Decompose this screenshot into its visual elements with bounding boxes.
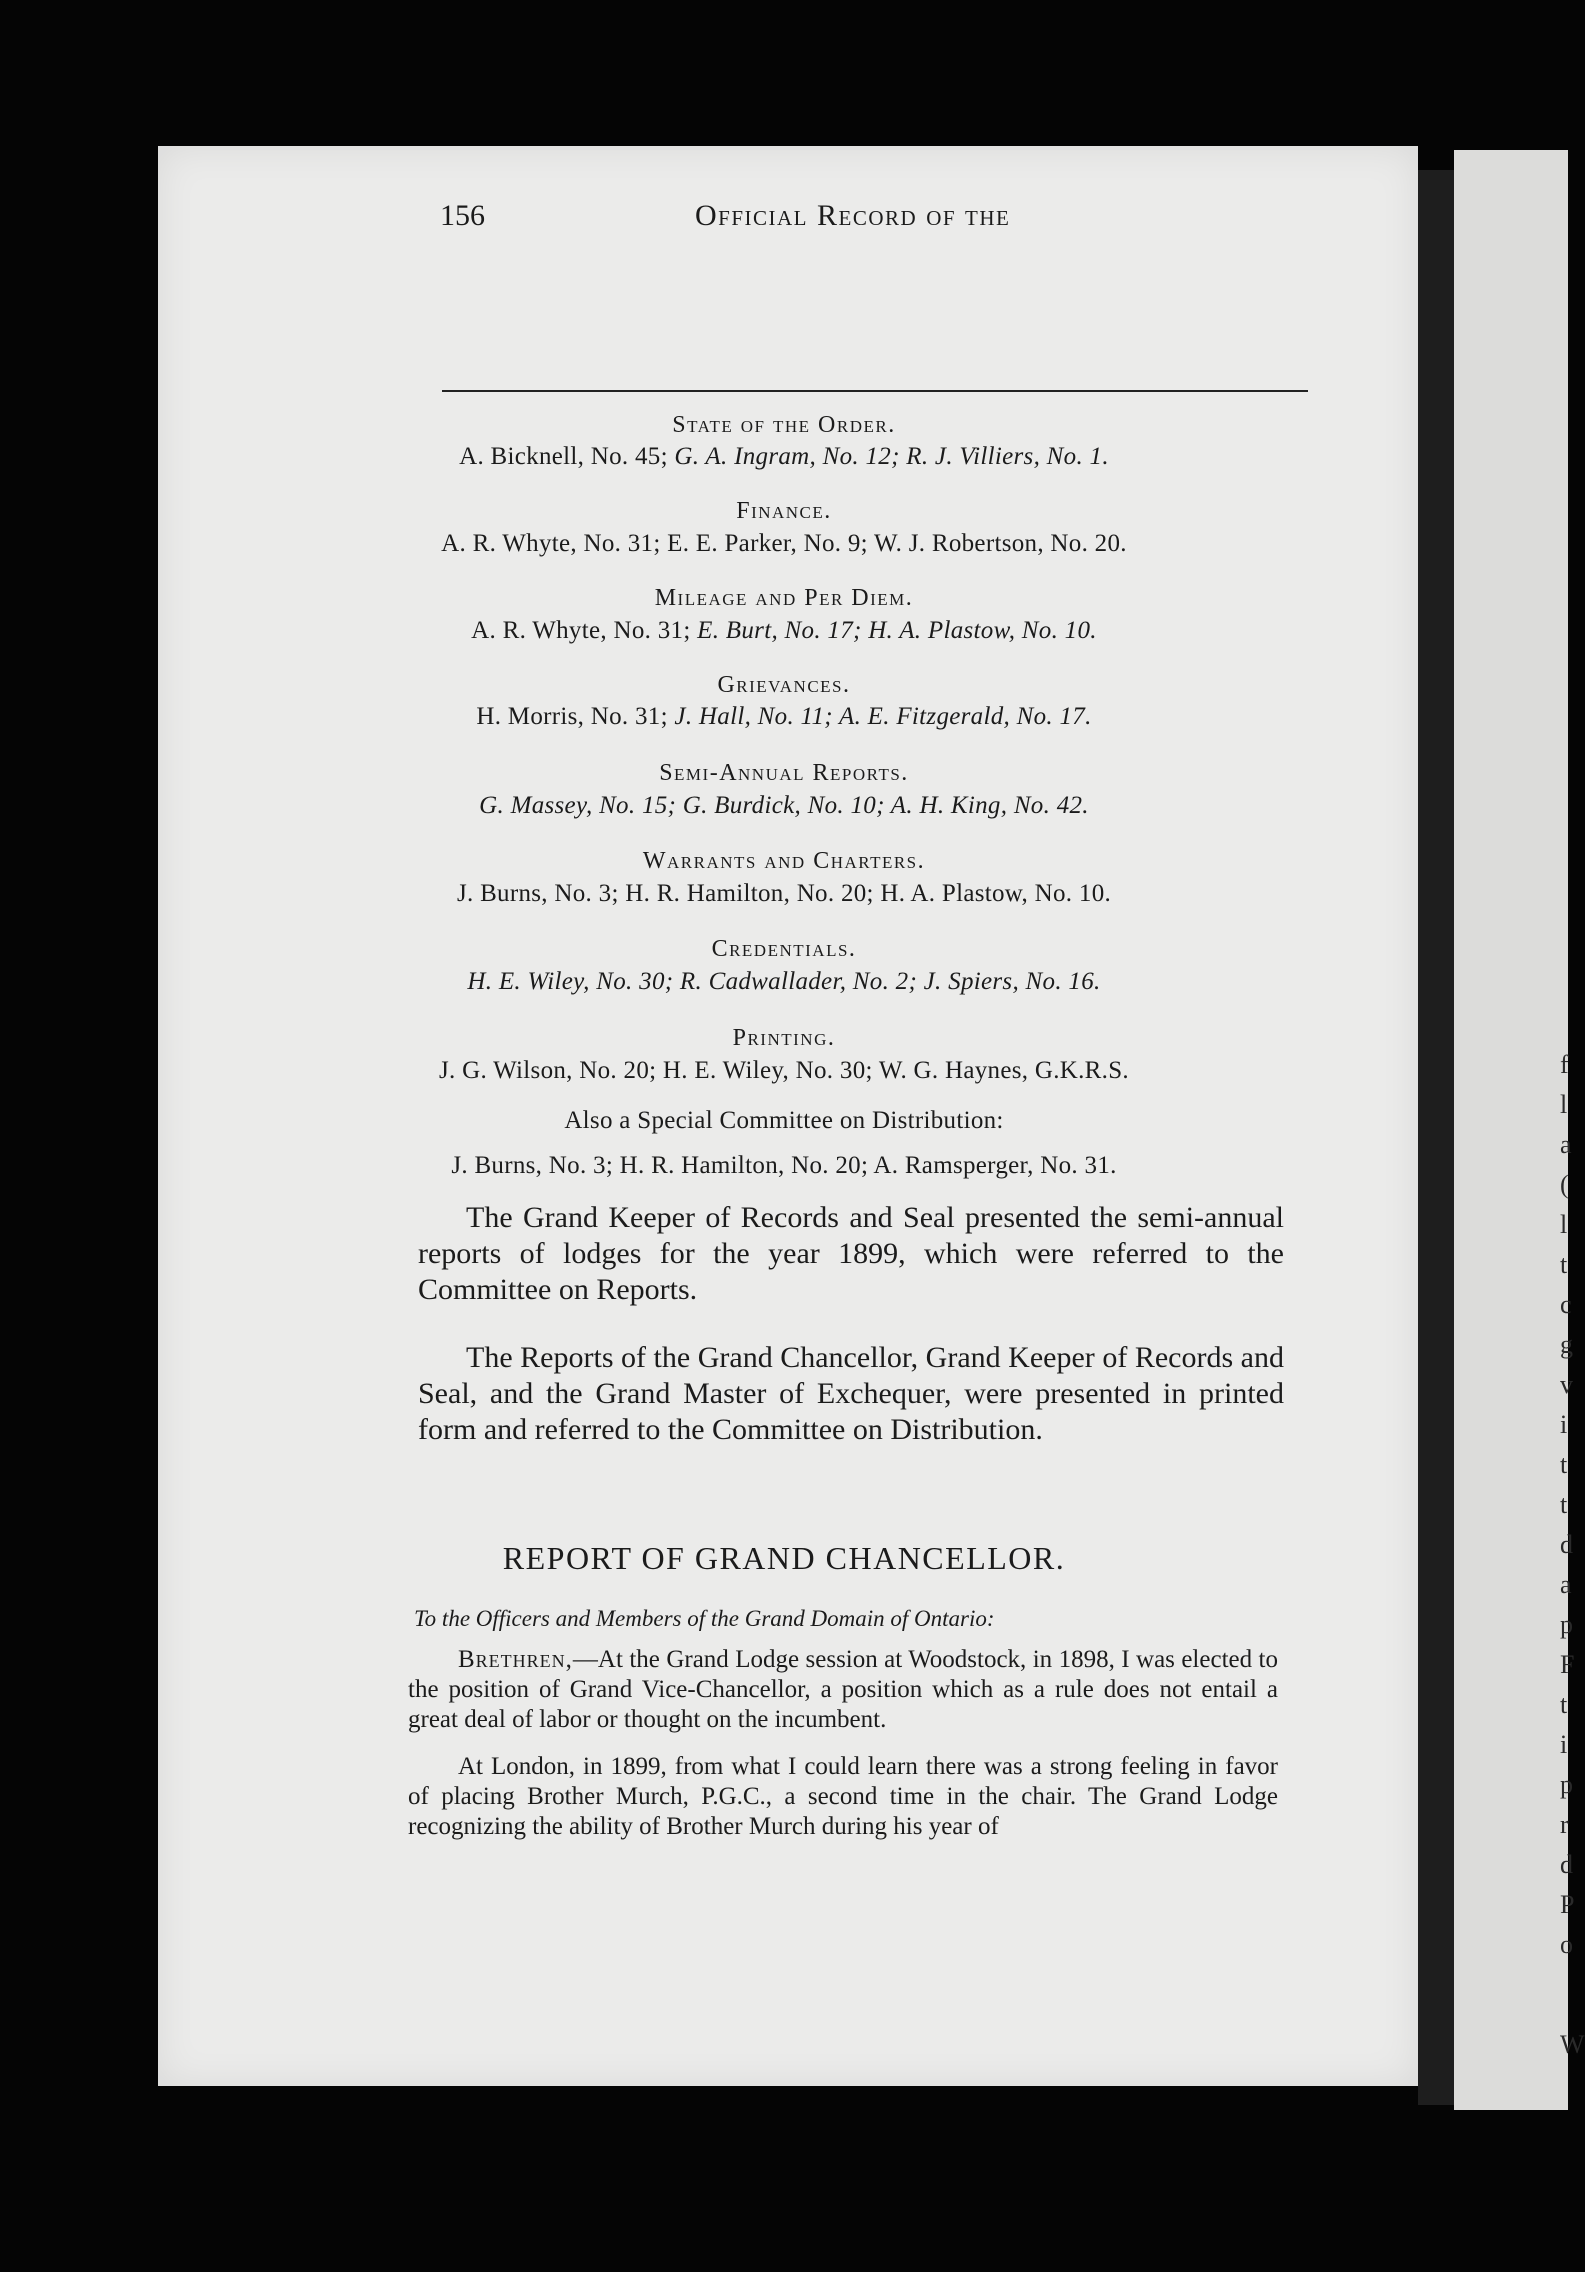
member-text: G. Massey, No. 15; G. Burdick, No. 10; A. H. King, No. 42. — [479, 792, 1089, 819]
adjacent-page-fragment: r — [1560, 1810, 1569, 1839]
member-text: A. Bicknell, No. 45; — [459, 443, 668, 470]
header-rule — [442, 390, 1308, 392]
member-text: A. R. Whyte, No. 31; E. E. Parker, No. 9; W. J. Robertson, No. 20. — [441, 530, 1127, 557]
lead-word: Brethren, — [458, 1646, 573, 1673]
committee-members — [0, 792, 1568, 820]
committee-title: State of the Order. — [672, 412, 896, 438]
member-text: J. Burns, No. 3; H. R. Hamilton, No. 20; H. A. Plastow, No. 10. — [456, 880, 1112, 907]
adjacent-page-fragment: t — [1560, 1490, 1568, 1519]
adjacent-page-fragment: F — [1560, 1650, 1575, 1679]
special-committee-title: Also a Special Committee on Distribution: — [564, 1107, 1004, 1134]
adjacent-page-fragment: c — [1560, 1290, 1572, 1319]
committee-title: Credentials. — [711, 936, 857, 962]
adjacent-page-fragment: P — [1560, 1890, 1575, 1919]
adjacent-page-fragment: ( — [1560, 1170, 1569, 1199]
member-text: H. Morris, No. 31; — [476, 703, 668, 730]
report-paragraph: At London, in 1899, from what I could learn there was a strong feeling in favor of placing Brother Murch, P.G.C., a second time in the chair. The Grand Lodge recognizing the ability of Brother Murch during his year of — [408, 1753, 1278, 1840]
adjacent-page-fragment: f — [1560, 1050, 1569, 1079]
section-heading: REPORT OF GRAND CHANCELLOR. — [502, 1540, 1066, 1576]
adjacent-page-fragment: t — [1560, 1250, 1568, 1279]
committee-title: Grievances. — [717, 672, 851, 698]
member-text: J. G. Wilson, No. 20; H. E. Wiley, No. 30; W. G. Haynes, G.K.R.S. — [439, 1057, 1129, 1084]
committee-title: Finance. — [736, 498, 832, 524]
paragraph: The Reports of the Grand Chancellor, Grand Keeper of Records and Seal, and the Grand Master of Exchequer, were presented in printed form and referred to the Committee on Distribution. — [418, 1341, 1284, 1446]
adjacent-page-fragment: W — [1560, 2030, 1585, 2059]
adjacent-page-fragment: p — [1560, 1770, 1573, 1799]
member-text: J. Hall, No. 11; A. E. Fitzgerald, No. 17. — [674, 703, 1092, 730]
adjacent-page-fragment: l — [1560, 1210, 1568, 1239]
committee-members — [0, 880, 1568, 908]
adjacent-page-fragment: d — [1560, 1530, 1573, 1559]
committee-title: Printing. — [732, 1025, 836, 1051]
report-paragraph: Brethren,—At the Grand Lodge session at Woodstock, in 1898, I was elected to the position of Grand Vice-Chancellor, a position which as a rule does not entail a great deal of labor or thought on the incumbent. — [408, 1646, 1278, 1733]
committee-title: Semi-Annual Reports. — [659, 760, 909, 786]
adjacent-page-fragment: t — [1560, 1690, 1568, 1719]
running-head: Official Record of the — [695, 199, 1011, 232]
member-text: H. E. Wiley, No. 30; R. Cadwallader, No. 2; J. Spiers, No. 16. — [467, 968, 1101, 995]
salutation: To the Officers and Members of the Grand Domain of Ontario: — [414, 1606, 995, 1631]
adjacent-page-fragment: l — [1560, 1090, 1568, 1119]
adjacent-page-fragment: p — [1560, 1610, 1573, 1639]
adjacent-page-fragment: t — [1560, 1450, 1568, 1479]
adjacent-page-fragment: i — [1560, 1730, 1568, 1759]
committee-title: Warrants and Charters. — [642, 848, 926, 874]
special-committee-members: J. Burns, No. 3; H. R. Hamilton, No. 20; A. Ramsperger, No. 31. — [451, 1152, 1117, 1179]
adjacent-page-fragment: a — [1560, 1570, 1572, 1599]
member-text: A. R. Whyte, No. 31; — [471, 617, 691, 644]
committee-members — [0, 1057, 1568, 1085]
member-text: E. Burt, No. 17; H. A. Plastow, No. 10. — [697, 617, 1097, 644]
adjacent-page-fragment: i — [1560, 1410, 1568, 1439]
adjacent-page-fragment: g — [1560, 1330, 1573, 1359]
adjacent-page-fragment: d — [1560, 1850, 1573, 1879]
paragraph: The Grand Keeper of Records and Seal presented the semi-annual reports of lodges for the year 1899, which were referred to the Committee on Reports. — [418, 1201, 1284, 1306]
committee-members — [0, 443, 1568, 471]
committee-members — [0, 968, 1568, 996]
committee-title: Mileage and Per Diem. — [654, 585, 914, 611]
committee-members — [0, 703, 1568, 731]
committee-members — [0, 617, 1568, 645]
adjacent-page-fragment: o — [1560, 1930, 1573, 1959]
adjacent-page-fragment: v — [1560, 1370, 1573, 1399]
adjacent-page-fragment: a — [1560, 1130, 1572, 1159]
page-number: 156 — [440, 199, 485, 232]
committee-members — [0, 530, 1568, 558]
member-text: G. A. Ingram, No. 12; R. J. Villiers, No. 1. — [674, 443, 1109, 470]
